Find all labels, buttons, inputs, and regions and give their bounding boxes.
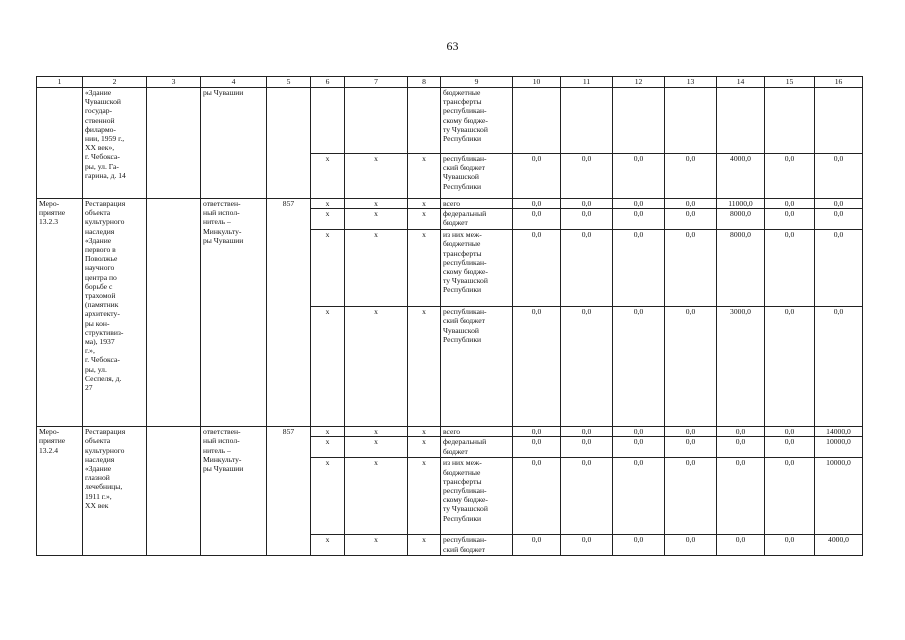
- x-mark: x: [408, 427, 441, 437]
- value-cell: 0,0: [765, 307, 815, 427]
- value-cell: 0,0: [665, 458, 717, 535]
- object-description: «Здание Чувашской государ- ственной филармо- нии, 1959 г., XX век», г. Чебокса- ры, ул. Га- гарина, д. 14: [83, 88, 147, 199]
- x-mark: x: [408, 458, 441, 535]
- value-cell: 8000,0: [717, 209, 765, 230]
- x-mark: x: [408, 199, 441, 209]
- executor: ответствен- ный испол- нитель – Минкульту- ры Чувашии: [201, 427, 267, 556]
- value-cell: 0,0: [815, 307, 863, 427]
- value-cell: 0,0: [665, 307, 717, 427]
- col-header: 7: [345, 77, 408, 88]
- value-cell: 0,0: [613, 199, 665, 209]
- value-cell: 0,0: [665, 427, 717, 437]
- col-header: 8: [408, 77, 441, 88]
- value-cell: 0,0: [561, 154, 613, 199]
- value-cell: 0,0: [513, 307, 561, 427]
- value-cell: 3000,0: [717, 307, 765, 427]
- value-cell: 0,0: [765, 437, 815, 458]
- x-mark: x: [311, 230, 345, 307]
- table-row: [37, 427, 863, 437]
- value-cell: 0,0: [665, 209, 717, 230]
- value-cell: 0,0: [613, 307, 665, 427]
- value-cell: 0,0: [815, 199, 863, 209]
- value-cell: 0,0: [665, 437, 717, 458]
- value-cell: 0,0: [613, 427, 665, 437]
- x-mark: x: [311, 199, 345, 209]
- x-mark: x: [345, 154, 408, 199]
- col-header: 5: [267, 77, 311, 88]
- funding-source: всего: [441, 199, 513, 209]
- value-cell: 4000,0: [815, 535, 863, 556]
- value-cell: 0,0: [815, 230, 863, 307]
- col-header: 2: [83, 77, 147, 88]
- x-mark: x: [345, 307, 408, 427]
- value-cell: 0,0: [765, 154, 815, 199]
- value-cell: 11000,0: [717, 199, 765, 209]
- cell: [408, 88, 441, 154]
- col-header: 10: [513, 77, 561, 88]
- value-cell: 0,0: [613, 230, 665, 307]
- x-mark: x: [408, 209, 441, 230]
- x-mark: x: [345, 427, 408, 437]
- value-cell: 0,0: [513, 230, 561, 307]
- funding-source: республикан- ский бюджет Чувашской Республики: [441, 307, 513, 427]
- funding-source: бюджетные трансферты республикан- скому бюдже- ту Чувашской Республики: [441, 88, 513, 154]
- col-header: 12: [613, 77, 665, 88]
- budget-table: [36, 76, 863, 556]
- value-cell: 0,0: [613, 458, 665, 535]
- value-cell: 8000,0: [717, 230, 765, 307]
- col-header: 15: [765, 77, 815, 88]
- cell: [665, 88, 717, 154]
- col-header: 14: [717, 77, 765, 88]
- col-header: 11: [561, 77, 613, 88]
- page-number: 63: [446, 39, 459, 53]
- object-description: Реставрация объекта культурного наследия «Здание глазной лечебницы, 1911 г.», XX век: [83, 427, 147, 556]
- value-cell: 0,0: [765, 230, 815, 307]
- x-mark: x: [408, 437, 441, 458]
- cell: [267, 88, 311, 199]
- value-cell: 0,0: [561, 230, 613, 307]
- value-cell: 0,0: [665, 230, 717, 307]
- x-mark: x: [311, 307, 345, 427]
- value-cell: 0,0: [561, 535, 613, 556]
- value-cell: 0,0: [613, 437, 665, 458]
- value-cell: 0,0: [815, 154, 863, 199]
- value-cell: 10000,0: [815, 437, 863, 458]
- cell: [765, 88, 815, 154]
- table-row: [37, 88, 863, 154]
- value-cell: 0,0: [665, 154, 717, 199]
- measure-code: Меро- приятие 13.2.4: [37, 427, 83, 556]
- x-mark: x: [345, 209, 408, 230]
- x-mark: x: [345, 437, 408, 458]
- funding-source: из них меж- бюджетные трансферты республикан- скому бюдже- ту Чувашской Республики: [441, 458, 513, 535]
- x-mark: x: [408, 535, 441, 556]
- funding-source: федеральный бюджет: [441, 209, 513, 230]
- col-header: 13: [665, 77, 717, 88]
- cell: [147, 88, 201, 199]
- column-number-row: [37, 77, 863, 88]
- value-cell: 0,0: [665, 535, 717, 556]
- funding-source: республикан- ский бюджет Чувашской Республики: [441, 154, 513, 199]
- x-mark: x: [311, 535, 345, 556]
- value-cell: 0,0: [717, 437, 765, 458]
- value-cell: 0,0: [665, 199, 717, 209]
- cell: [613, 88, 665, 154]
- x-mark: x: [311, 154, 345, 199]
- x-mark: x: [311, 437, 345, 458]
- col-header: 1: [37, 77, 83, 88]
- x-mark: x: [345, 458, 408, 535]
- executor: ры Чувашии: [201, 88, 267, 199]
- value-cell: 0,0: [513, 458, 561, 535]
- x-mark: x: [345, 230, 408, 307]
- value-cell: 0,0: [765, 199, 815, 209]
- value-cell: 0,0: [765, 209, 815, 230]
- x-mark: x: [345, 535, 408, 556]
- x-mark: x: [408, 154, 441, 199]
- value-cell: 0,0: [513, 209, 561, 230]
- cell: [345, 88, 408, 154]
- value-cell: 0,0: [613, 535, 665, 556]
- x-mark: x: [311, 209, 345, 230]
- value-cell: 0,0: [717, 427, 765, 437]
- x-mark: x: [311, 427, 345, 437]
- value-cell: 0,0: [765, 535, 815, 556]
- value-cell: 0,0: [513, 199, 561, 209]
- value-cell: 0,0: [765, 458, 815, 535]
- cell: [147, 199, 201, 427]
- value-cell: 0,0: [765, 427, 815, 437]
- x-mark: x: [311, 458, 345, 535]
- col-header: 4: [201, 77, 267, 88]
- cell: [561, 88, 613, 154]
- cell: [815, 88, 863, 154]
- value-cell: 0,0: [561, 437, 613, 458]
- x-mark: x: [408, 230, 441, 307]
- value-cell: 0,0: [815, 209, 863, 230]
- funding-source: федеральный бюджет: [441, 437, 513, 458]
- value-cell: 0,0: [513, 535, 561, 556]
- budget-code: 857: [267, 427, 311, 556]
- value-cell: 0,0: [613, 209, 665, 230]
- col-header: 6: [311, 77, 345, 88]
- value-cell: 0,0: [561, 307, 613, 427]
- funding-source: всего: [441, 427, 513, 437]
- value-cell: 0,0: [613, 154, 665, 199]
- budget-code: 857: [267, 199, 311, 427]
- funding-source: из них меж- бюджетные трансферты республикан- скому бюдже- ту Чувашской Республики: [441, 230, 513, 307]
- object-description: Реставрация объекта культурного наследия «Здание первого в Поволжье научного центра по борьбе с трахомой (памятник архитекту- ры кон- структивиз- ма), 1937 г.», г. Чебокса- ры, ул. Сеспеля, д. 27: [83, 199, 147, 427]
- value-cell: 0,0: [561, 427, 613, 437]
- value-cell: 4000,0: [717, 154, 765, 199]
- executor: ответствен- ный испол- нитель – Минкульту- ры Чувашии: [201, 199, 267, 427]
- x-mark: x: [345, 199, 408, 209]
- value-cell: 0,0: [513, 427, 561, 437]
- cell: [37, 88, 83, 199]
- value-cell: 0,0: [717, 458, 765, 535]
- value-cell: 0,0: [561, 199, 613, 209]
- value-cell: 0,0: [561, 209, 613, 230]
- col-header: 16: [815, 77, 863, 88]
- cell: [147, 427, 201, 556]
- measure-code: Меро- приятие 13.2.3: [37, 199, 83, 427]
- x-mark: x: [408, 307, 441, 427]
- cell: [311, 88, 345, 154]
- value-cell: 0,0: [513, 154, 561, 199]
- value-cell: 10000,0: [815, 458, 863, 535]
- value-cell: 0,0: [561, 458, 613, 535]
- col-header: 3: [147, 77, 201, 88]
- value-cell: 0,0: [513, 437, 561, 458]
- cell: [513, 88, 561, 154]
- value-cell: 14000,0: [815, 427, 863, 437]
- col-header: 9: [441, 77, 513, 88]
- funding-source: республикан- ский бюджет: [441, 535, 513, 556]
- value-cell: 0,0: [717, 535, 765, 556]
- cell: [717, 88, 765, 154]
- table-row: [37, 199, 863, 209]
